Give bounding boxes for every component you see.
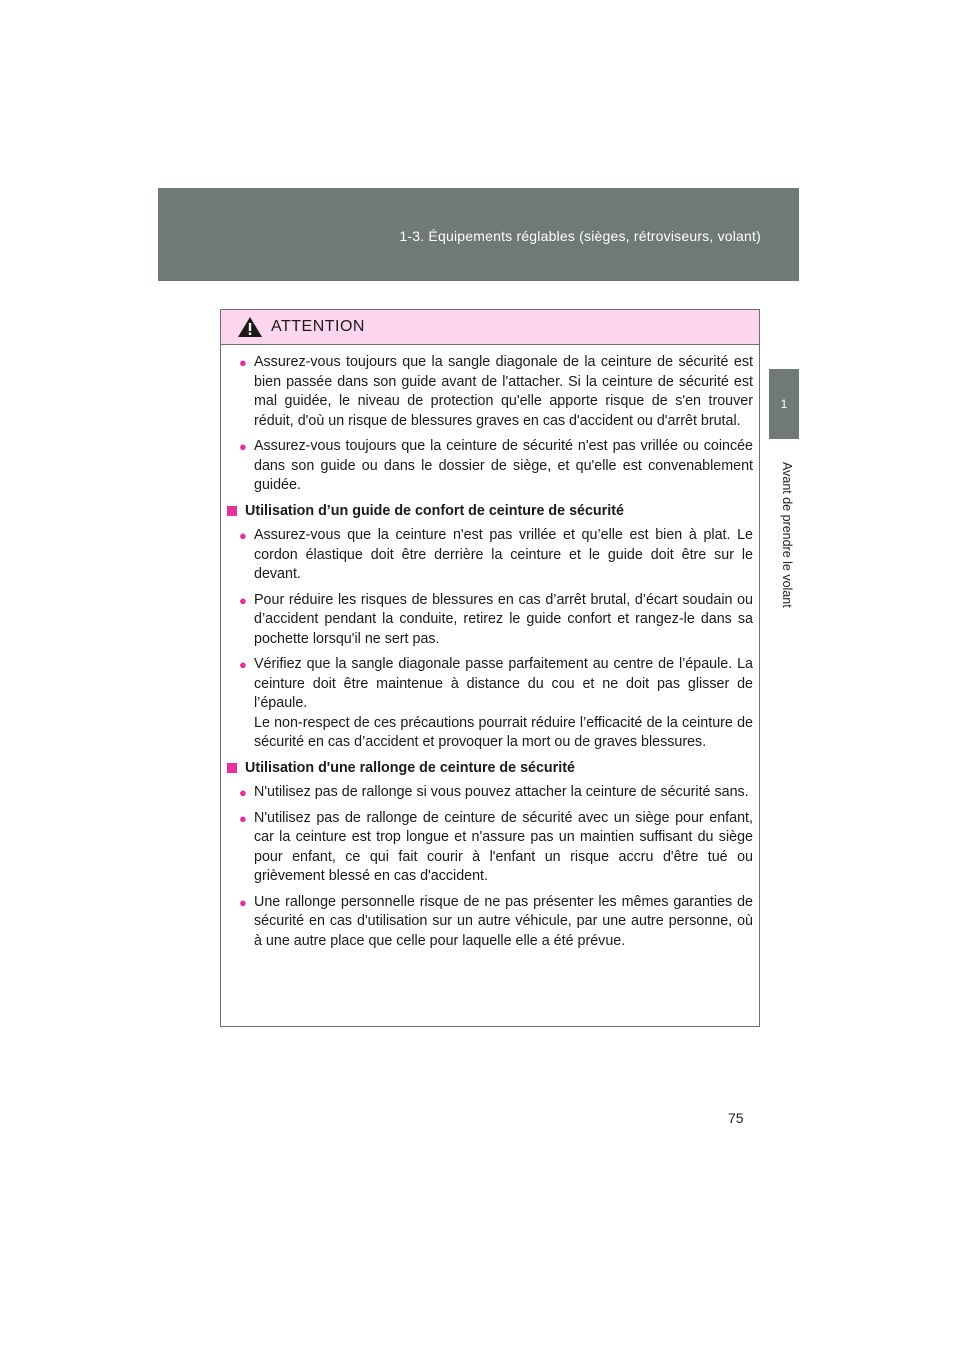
subsection-heading [227, 502, 753, 522]
circle-bullet-icon: ● [239, 439, 247, 454]
item-text: Le non-respect de ces précautions pourrait réduire l’efficacité de la ceinture de sécurité en cas d’accident et provoquer la mort ou de graves blessures. [254, 714, 753, 750]
warning-title: ATTENTION [271, 318, 365, 335]
subsection-heading-text: Utilisation d’un guide de confort de ceinture de sécurité [245, 502, 624, 519]
warning-body [221, 345, 759, 951]
list-item [227, 591, 753, 650]
square-marker-icon [227, 506, 237, 516]
subsection-heading [227, 759, 753, 779]
circle-bullet-icon: ● [239, 528, 247, 543]
list-item [227, 893, 753, 952]
chapter-label: Avant de prendre le volant [780, 462, 794, 608]
list-item [227, 655, 753, 753]
circle-bullet-icon: ● [239, 810, 247, 826]
item-text: N'utilisez pas de rallonge si vous pouvez attacher la ceinture de sécurité sans. [254, 784, 749, 800]
header-band [158, 188, 799, 281]
circle-bullet-icon: ● [239, 657, 247, 672]
warning-header [221, 310, 759, 345]
chapter-tab-number: 1 [780, 397, 788, 411]
item-text: Assurez-vous toujours que la sangle diagonale de la ceinture de sécurité est bien passée dans son guide avant de l'attacher. Si la ceinture de sécurité est mal guidée, le niveau de protection qu'elle apporte risque de s'en trouver réduit, d'où un risque de blessures graves en cas d'accident ou d'arrêt brutal. [254, 354, 753, 429]
circle-bullet-icon: ● [239, 592, 247, 608]
item-text: Pour réduire les risques de blessures en cas d’arrêt brutal, d’écart soudain ou d’accident pendant la conduite, retirez le guide confort et rangez-le dans sa pochette lorsqu'il ne sert pas. [254, 591, 753, 647]
item-text: Vérifiez que la sangle diagonale passe parfaitement au centre de l’épaule. La ceinture doit être maintenue à distance du cou et ne doit pas glisser de l’épaule. [254, 656, 753, 711]
section-title: 1-3. Équipements réglables (sièges, rétroviseurs, volant) [399, 228, 761, 244]
circle-bullet-icon: ● [239, 355, 247, 370]
list-item [227, 526, 753, 585]
list-item [227, 437, 753, 496]
circle-bullet-icon: ● [239, 894, 247, 910]
circle-bullet-icon: ● [239, 785, 247, 800]
subsection-heading-text: Utilisation d'une rallonge de ceinture de sécurité [245, 759, 575, 776]
list-item [227, 783, 753, 803]
item-text: N'utilisez pas de rallonge de ceinture de sécurité avec un siège pour enfant, car la ceinture est trop longue et n'assure pas un maintien suffisant du siège pour enfant, ce qui fait courir à l'enfant un risque accru d'être tué ou grièvement blessé en cas d'accident. [254, 809, 753, 884]
warning-box [220, 309, 760, 1027]
item-text: Assurez-vous que la ceinture n'est pas vrillée et qu’elle est bien à plat. Le cordon élastique doit être derrière la ceinture et le guide doit être sur le devant. [254, 527, 753, 582]
item-text: Une rallonge personnelle risque de ne pas présenter les mêmes garanties de sécurité en cas d'utilisation sur un autre véhicule, par une autre personne, où à une autre place que celle pour laquelle elle a été prévue. [254, 893, 753, 949]
item-text: Assurez-vous toujours que la ceinture de sécurité n'est pas vrillée ou coincée dans son guide ou dans le dossier de siège, et qu'elle est convenablement guidée. [254, 438, 753, 493]
chapter-tab [769, 369, 799, 439]
square-marker-icon [227, 763, 237, 773]
list-item [227, 809, 753, 887]
list-item [227, 353, 753, 431]
warning-triangle-icon [237, 316, 263, 338]
page-number: 75 [728, 1110, 744, 1126]
